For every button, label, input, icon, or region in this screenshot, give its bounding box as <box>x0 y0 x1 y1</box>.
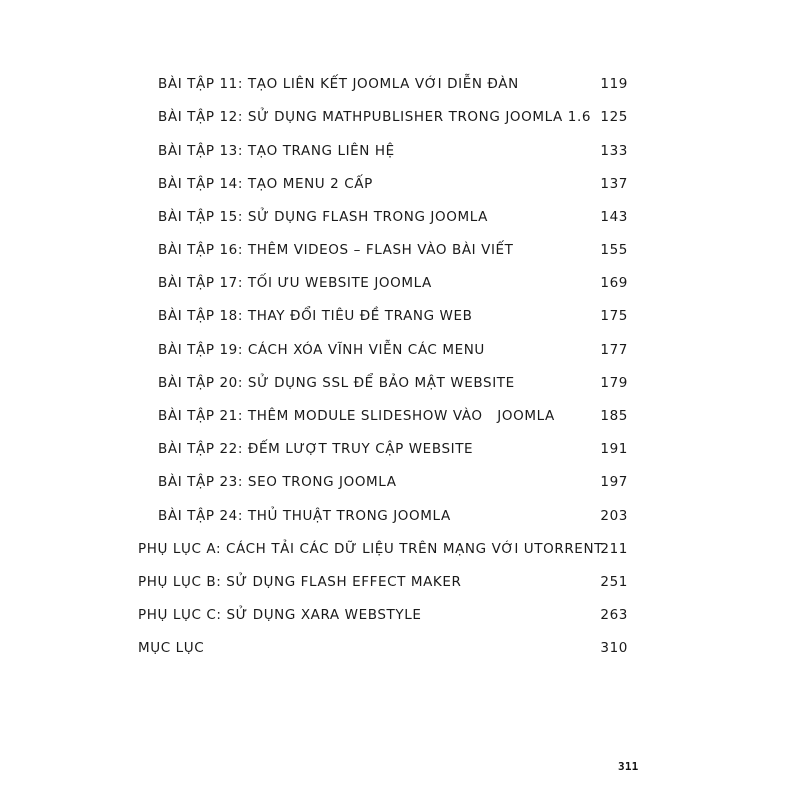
toc-entry <box>0 404 800 428</box>
toc-entry-page: 203 <box>600 508 628 524</box>
toc-entry-title: BÀI TẬP 18: THAY ĐỔI TIÊU ĐỀ TRANG WEB <box>158 308 473 324</box>
toc-entry-title: PHỤ LỤC C: SỬ DỤNG XARA WEBSTYLE <box>138 607 422 623</box>
toc-entry-page: 125 <box>600 109 628 125</box>
toc-entry-page: 185 <box>600 408 628 424</box>
toc-entry-page: 251 <box>600 574 628 590</box>
toc-entry-page: 191 <box>600 441 628 457</box>
toc-entry-page: 197 <box>600 474 628 490</box>
page-number: 311 <box>618 760 639 773</box>
toc-entry-title: BÀI TẬP 11: TẠO LIÊN KẾT JOOMLA VỚI DIỄN ĐÀN <box>158 76 519 92</box>
toc-entry-title: PHỤ LỤC A: CÁCH TẢI CÁC DỮ LIỆU TRÊN MẠNG VỚI UTORRENT <box>138 541 603 557</box>
toc-entry-title: BÀI TẬP 15: SỬ DỤNG FLASH TRONG JOOMLA <box>158 209 488 225</box>
toc-entry <box>0 205 800 229</box>
toc-entry-page: 175 <box>600 308 628 324</box>
toc-entry <box>0 570 800 594</box>
toc-entry <box>0 304 800 328</box>
toc-entry-title: BÀI TẬP 13: TẠO TRANG LIÊN HỆ <box>158 143 395 159</box>
toc-entry-title: BÀI TẬP 22: ĐẾM LƯỢT TRUY CẬP WEBSITE <box>158 441 474 457</box>
toc-entry <box>0 139 800 163</box>
toc-entry-title: BÀI TẬP 19: CÁCH XÓA VĨNH VIỄN CÁC MENU <box>158 342 485 358</box>
toc-entry-page: 137 <box>600 176 628 192</box>
toc-entry-page: 155 <box>600 242 628 258</box>
toc-entry-title: PHỤ LỤC B: SỬ DỤNG FLASH EFFECT MAKER <box>138 574 462 590</box>
toc-entry <box>0 504 800 528</box>
toc-entry <box>0 470 800 494</box>
toc-entry <box>0 338 800 362</box>
toc-entry <box>0 72 800 96</box>
toc-entry-title: BÀI TẬP 24: THỦ THUẬT TRONG JOOMLA <box>158 508 451 524</box>
toc-entry-page: 177 <box>600 342 628 358</box>
toc-entry <box>0 437 800 461</box>
toc-entry <box>0 636 800 660</box>
toc-entry-title: MỤC LỤC <box>138 640 205 656</box>
toc-entry <box>0 238 800 262</box>
toc-entry-page: 143 <box>600 209 628 225</box>
toc-entry <box>0 105 800 129</box>
toc-entry-title: BÀI TẬP 21: THÊM MODULE SLIDESHOW VÀO JOOMLA <box>158 408 555 424</box>
toc-entry <box>0 537 800 561</box>
toc-entry-page: 263 <box>600 607 628 623</box>
toc-entry <box>0 603 800 627</box>
toc-entry-title: BÀI TẬP 14: TẠO MENU 2 CẤP <box>158 176 373 192</box>
toc-entry-title: BÀI TẬP 23: SEO TRONG JOOMLA <box>158 474 397 490</box>
toc-entry-page: 211 <box>600 541 628 557</box>
toc-entry-title: BÀI TẬP 16: THÊM VIDEOS – FLASH VÀO BÀI VIẾT <box>158 242 514 258</box>
toc-entry-page: 133 <box>600 143 628 159</box>
toc-entry-title: BÀI TẬP 12: SỬ DỤNG MATHPUBLISHER TRONG JOOMLA 1.6 <box>158 109 592 125</box>
toc-entry-page: 310 <box>600 640 628 656</box>
toc-entry-title: BÀI TẬP 17: TỐI ƯU WEBSITE JOOMLA <box>158 275 432 291</box>
toc-entry-page: 119 <box>600 76 628 92</box>
toc-entry-title: BÀI TẬP 20: SỬ DỤNG SSL ĐỂ BẢO MẬT WEBSITE <box>158 375 515 391</box>
toc-entry <box>0 371 800 395</box>
toc-entry <box>0 172 800 196</box>
toc-entry-page: 179 <box>600 375 628 391</box>
toc-entry <box>0 271 800 295</box>
toc-entry-page: 169 <box>600 275 628 291</box>
